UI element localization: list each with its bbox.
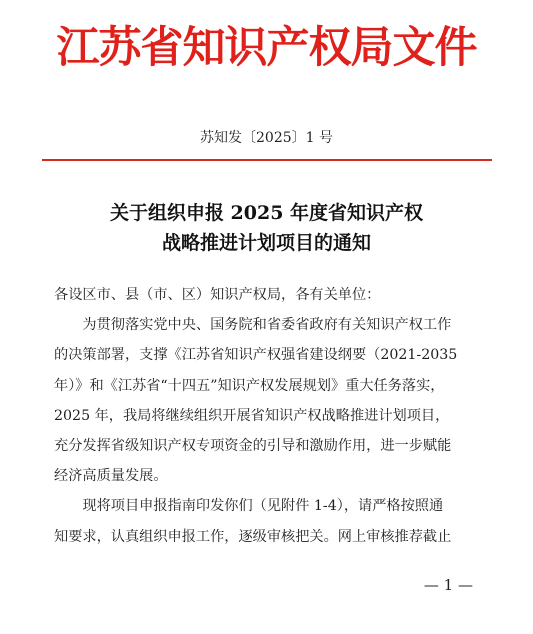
body-line: 为贯彻落实党中央、国务院和省委省政府有关知识产权工作 bbox=[54, 317, 452, 334]
body-line: 年）》和《江苏省“十四五”知识产权发展规划》重大任务落实， bbox=[54, 377, 445, 394]
body-line: 2025 年，我局将继续组织开展省知识产权战略推进计划项目， bbox=[54, 407, 450, 424]
red-divider-rule bbox=[42, 159, 492, 161]
body-line: 各设区市、县（市、区）知识产权局，各有关单位： bbox=[54, 287, 381, 303]
issuer-title: 江苏省知识产权局文件 bbox=[56, 23, 477, 73]
body-line: 现将项目申报指南印发你们（见附件 1-4），请严格按照通 bbox=[54, 498, 444, 515]
notice-title-line-1: 关于组织申报 2025 年度省知识产权 bbox=[109, 202, 424, 224]
notice-title bbox=[0, 198, 533, 258]
document-number: 苏知发〔2025〕1 号 bbox=[200, 130, 333, 146]
notice-title-line-2: 战略推进计划项目的通知 bbox=[161, 232, 371, 254]
body-line: 的决策部署，支撑《江苏省知识产权强省建设纲要（2021-2035 bbox=[54, 347, 458, 364]
body-line: 经济高质量发展。 bbox=[54, 468, 168, 485]
body-line: 充分发挥省级知识产权专项资金的引导和激励作用，进一步赋能 bbox=[54, 437, 452, 454]
body-line: 知要求，认真组织申报工作，逐级审核把关。网上审核推荐截止 bbox=[54, 528, 452, 545]
page-number: — 1 — bbox=[423, 576, 473, 594]
body-text bbox=[54, 280, 484, 552]
